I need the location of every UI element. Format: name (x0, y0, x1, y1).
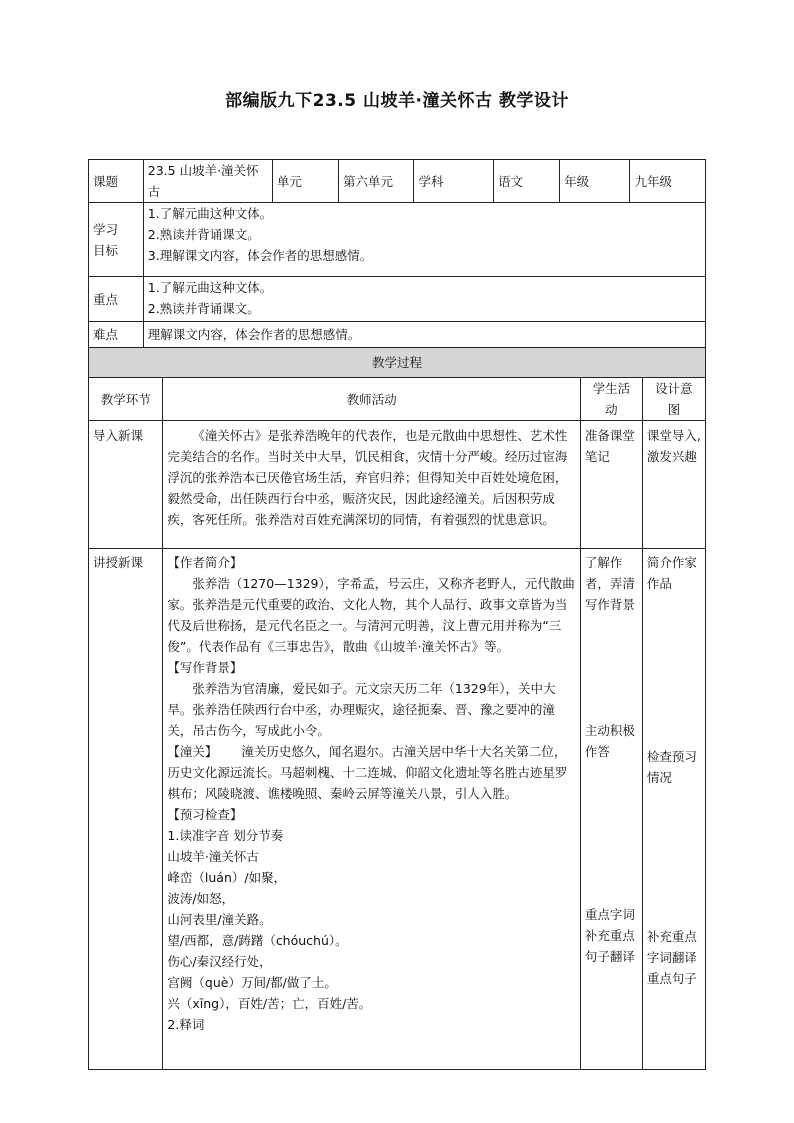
document-title: 部编版九下23.5 山坡羊·潼关怀古 教学设计 (225, 91, 569, 111)
author-text: 张养浩（1270—1329），字希孟，号云庄，又称齐老野人，元代散曲家。张养浩是元代重要的政治、文化人物，其个人品行、政事文章皆为当代及后世称扬，是元代名臣之一。与清河元明善，汶上曹元用并称为“三俊”。代表作品有《三事忠告》，散曲《山坡羊·潼关怀古》等。 (167, 576, 575, 654)
intro-stage: 导入新课 (89, 421, 163, 549)
preview-line: 1.读准字音 划分节奏 (167, 828, 284, 843)
intro-text: 《潼关怀古》是张养浩晚年的代表作，也是元散曲中思想性、艺术性完美结合的名作。当时关中大旱，饥民相食，灾情十分严峻。经历过宦海浮沉的张养浩本已厌倦官场生活，弃官归养；但得知关中百姓处境危困，毅然受命，出任陕西行台中丞，赈济灾民，因此途经潼关。后因积劳成疾，客死任所。张养浩对百姓充满深切的同情，有着强烈的忧患意识。 (167, 428, 568, 527)
header-student-line-1: 学生活 (592, 381, 631, 396)
background-heading: 【写作背景】 (167, 660, 243, 675)
tongguan-heading: 【潼关】 (167, 744, 218, 759)
process-section-title: 教学过程 (89, 348, 706, 378)
background-text: 张养浩为官清廉，爱民如子。元文宗天历二年（1329年），关中大旱。张养浩任陕西行台中丞，办理赈灾，途径扼秦、晋、豫之要冲的潼关，吊古伤今，写成此小令。 (167, 681, 556, 738)
lecture-student-2: 主动积极作答 (584, 723, 635, 759)
intro-teacher-activity (163, 421, 580, 549)
key-point-item: 2.熟读并背诵课文。 (147, 301, 260, 316)
key-points-content (143, 277, 705, 322)
preview-line: 波涛/如怒， (167, 891, 235, 906)
preview-line: 兴（xīng），百姓/苦；亡，百姓/苦。 (167, 996, 372, 1011)
goal-item: 2.熟读并背诵课文。 (147, 227, 260, 242)
difficulty-label: 难点 (89, 322, 144, 348)
unit-label: 单元 (272, 160, 338, 203)
header-intent (642, 378, 705, 421)
goals-label-line-1: 学习 (93, 221, 119, 237)
subject-value: 语文 (494, 160, 560, 203)
goals-content (143, 203, 705, 277)
difficulty-content: 理解课文内容，体会作者的思想感情。 (143, 322, 705, 348)
preview-line: 峰峦（luán）/如聚， (167, 870, 287, 885)
unit-value: 第六单元 (339, 160, 414, 203)
grade-label: 年级 (560, 160, 630, 203)
lecture-teacher-activity (163, 549, 580, 1070)
header-intent-line-1: 设计意 (655, 381, 693, 396)
lecture-student-3: 重点字词补充重点句子翻译 (584, 907, 635, 964)
key-point-item: 1.了解元曲这种文体。 (147, 280, 273, 295)
preview-line: 伤心/秦汉经行处， (167, 954, 272, 969)
lecture-intent-3: 补充重点字词翻译重点句子 (646, 929, 697, 986)
header-stage: 教学环节 (89, 378, 163, 421)
preview-line: 山河表里/潼关路。 (167, 912, 272, 927)
subject-label: 学科 (414, 160, 494, 203)
goals-label (89, 203, 144, 277)
preview-heading: 【预习检查】 (167, 807, 243, 822)
preview-line: 望/西都，意/踌躇（chóuchú）。 (167, 933, 348, 948)
key-points-label: 重点 (89, 277, 144, 322)
header-intent-line-2: 图 (667, 402, 681, 417)
tongguan-block (167, 741, 575, 804)
preview-line: 2.释词 (167, 1017, 205, 1032)
lecture-student-activity (580, 549, 642, 1070)
intro-student-activity: 准备课堂笔记 (580, 421, 642, 549)
preview-line: 山坡羊·潼关怀古 (167, 849, 259, 864)
preview-line: 宫阙（què）万间/都/做了土。 (167, 975, 337, 990)
tongguan-text: 潼关历史悠久，闻名遐尔。古潼关居中华十大名关第二位，历史文化源远流长。马超刺槐、十二连城、仰韶文化遗址等名胜古迹星罗棋布；风陵晓渡、谯楼晚照、秦岭云屏等潼关八景，引人入胜。 (167, 744, 568, 801)
lecture-design-intent (642, 549, 705, 1070)
goals-label-line-2: 目标 (93, 242, 119, 258)
lecture-stage: 讲授新课 (89, 549, 163, 1070)
header-student-line-2: 动 (605, 402, 618, 417)
author-heading: 【作者简介】 (167, 555, 243, 570)
goal-item: 3.理解课文内容，体会作者的思想感情。 (147, 248, 373, 263)
goal-item: 1.了解元曲这种文体。 (147, 206, 273, 221)
course-label: 课题 (89, 160, 144, 203)
lecture-student-1: 了解作者，弄清写作背景 (584, 555, 635, 612)
course-value: 23.5 山坡羊·潼关怀古 (143, 160, 272, 203)
intro-design-intent: 课堂导入,激发兴趣 (642, 421, 705, 549)
lecture-intent-1: 简介作家作品 (646, 555, 697, 591)
header-teacher: 教师活动 (163, 378, 580, 421)
header-student (580, 378, 642, 421)
grade-value: 九年级 (630, 160, 706, 203)
lesson-plan-table (88, 159, 706, 1070)
lecture-intent-2: 检查预习情况 (646, 749, 697, 785)
